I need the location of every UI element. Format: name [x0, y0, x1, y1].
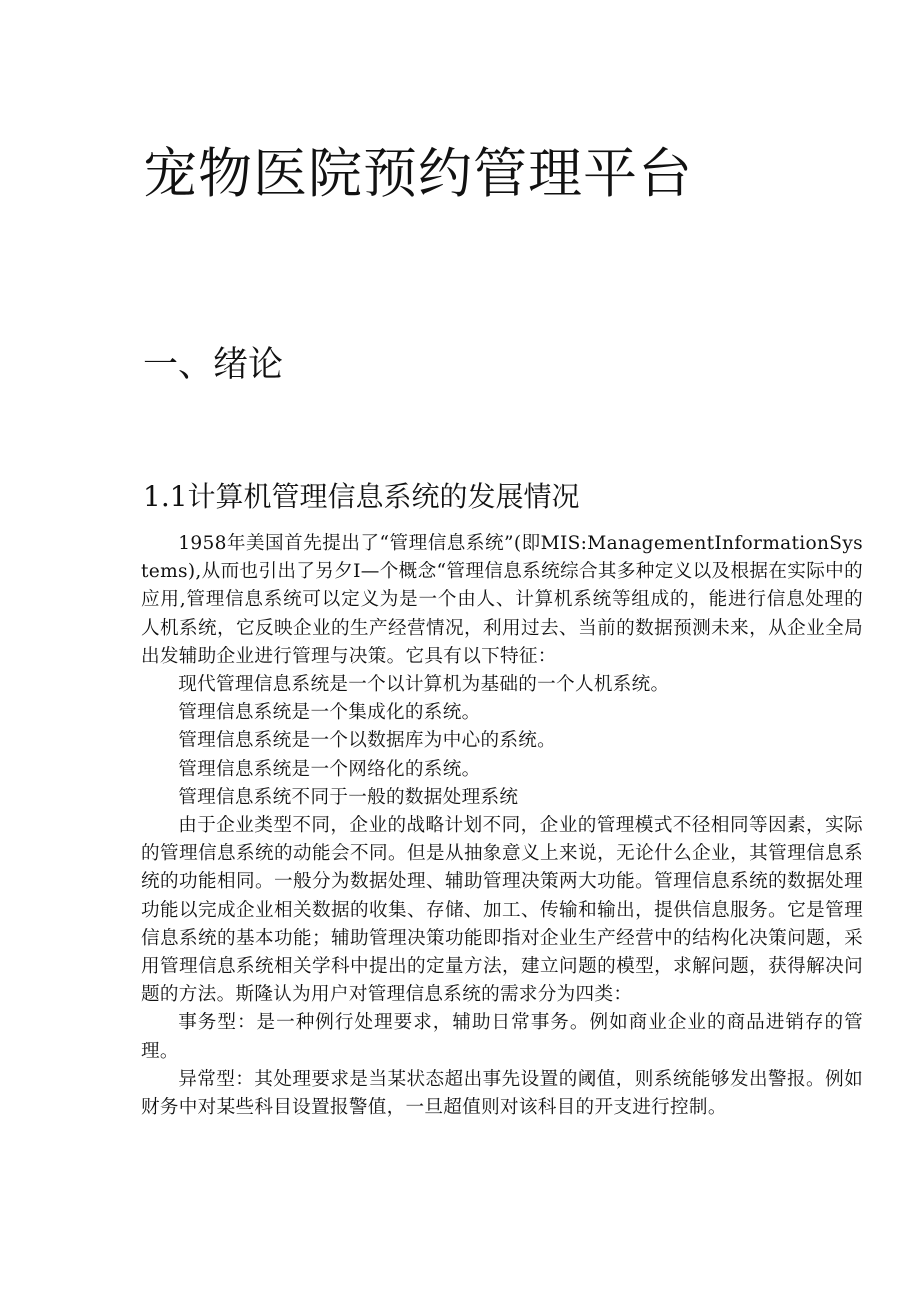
paragraph-exception-type: 异常型：其处理要求是当某状态超出事先设置的阈值，则系统能够发出警报。例如财务中对某些科目设置报警值，一旦超值则对该科目的开支进行控制。 — [141, 1068, 863, 1119]
document-title: 宠物医院预约管理平台 — [143, 142, 693, 205]
paragraph-functions: 由于企业类型不同，企业的战略计划不同，企业的管理模式不径相同等因素，实际的管理信息系统的动能会不同。但是从抽象意义上来说，无论什么企业，其管理信息系统的功能相同。一般分为数据处理、辅助管理决策两大功能。管理信息系统的数据处理功能以完成企业相关数据的收集、存储、加工、传输和输出，提供信息服务。它是管理信息系统的基本功能；辅助管理决策功能即指对企业生产经营中的结构化决策问题，采用管理信息系统相关学科中提出的定量方法，建立问题的模型，求解问题，获得解决问题的方法。斯隆认为用户对管理信息系统的需求分为四类： — [141, 815, 863, 1006]
feature-item: 管理信息系统是一个网络化的系统。 — [178, 758, 481, 780]
paragraph-transaction-type: 事务型：是一种例行处理要求，辅助日常事务。例如商业企业的商品进销存的管理。 — [141, 1012, 863, 1062]
body-text — [141, 530, 863, 1122]
chapter-heading: 一、绪论 — [143, 345, 284, 385]
section-heading: 1.1计算机管理信息系统的发展情况 — [143, 480, 580, 513]
feature-item: 管理信息系统是一个以数据库为中心的系统。 — [178, 730, 557, 752]
feature-item: 管理信息系统是一个集成化的系统。 — [178, 702, 481, 724]
feature-item: 管理信息系统不同于一般的数据处理系统 — [178, 786, 519, 808]
feature-item: 现代管理信息系统是一个以计算机为基础的一个人机系统。 — [178, 674, 670, 696]
paragraph-intro: 1958年美国首先提出了“管理信息系统”(即MIS:ManagementInformationSystems),从而也引出了另夕I—个概念“管理信息系统综合其多种定义以及根据在实际中的应用,管理信息系统可以定义为是一个由人、计算机系统等组成的，能进行信息处理的人机系统，它反映企业的生产经营情况，利用过去、当前的数据预测未来，从企业全局出发辅助企业进行管理与决策。它具有以下特征： — [141, 533, 863, 667]
